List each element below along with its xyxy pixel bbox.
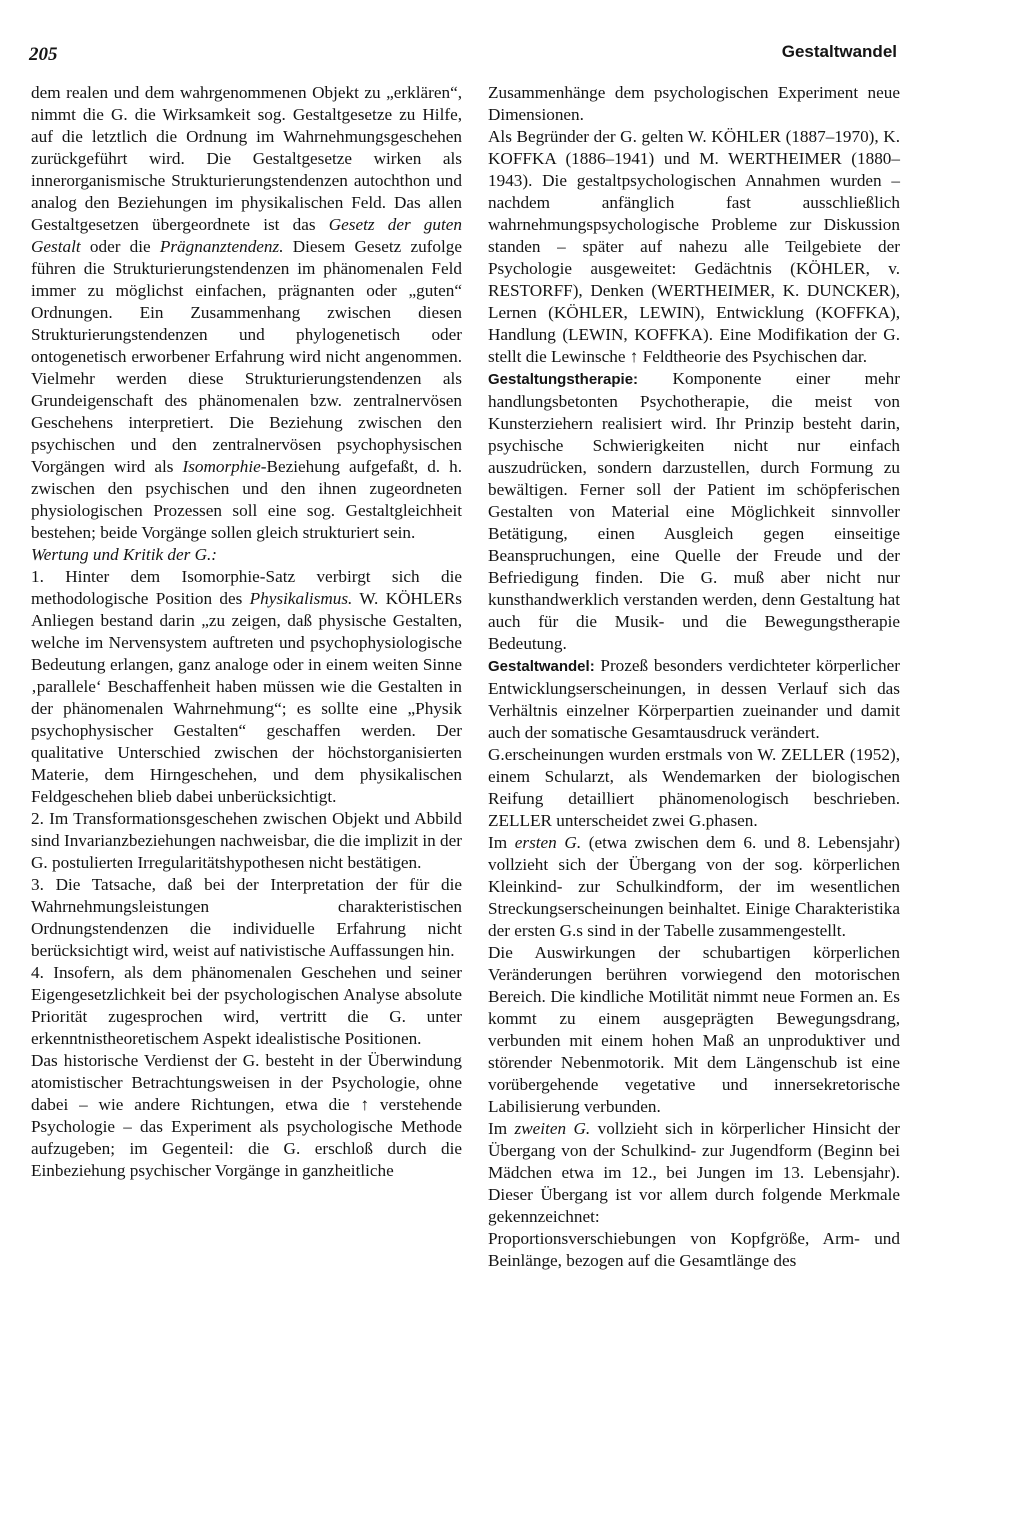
critique-item-4: 4. Insofern, als dem phänomenalen Geschehen und seiner Eigengesetzlichkeit bei der psychologischen Analyse absolute Priorität zugesprochen wird, vertritt die G. unter erkenntnistheoretischem Aspekt idealistische Positionen.	[31, 963, 462, 1048]
entry-gestaltungstherapie: Gestaltungstherapie: Komponente einer mehr handlungsbetonten Psychotherapie, die meist von Kunsterziehern realisiert wird. Ihr Prinzip besteht darin, psychische Schwierigkeiten nicht nur einfach auszudrücken, sondern darzustellen, durch Formung zu bewältigen. Ferner soll der Patient im schöpferischen Gestalten von Material eine Möglichkeit sinnvoller Betätigung, einen Ausgleich gegen einseitige Beanspruchungen, eine Quelle der Freude und der Befriedigung finden. Die G. muß aber nicht nur kunsthandwerklich verstanden werden, denn Gestaltung hat auch für die Musik- und die Bewegungstherapie Bedeutung.	[488, 369, 900, 653]
critique-item-1: 1. Hinter dem Isomorphie-Satz verbirgt sich die methodologische Position des Physikalismus. W. KÖHLERs Anliegen bestand darin „zu zeigen, daß physische Gestalten, welche im Nervensystem auftreten und psychophysiologische Bedeutung erlangen, ganz analoge oder in einem weiten Sinne ‚parallele‘ Beschaffenheit haben müssen wie die Gestalten in der phänomenalen Wahrnehmung“; es sollte eine „Physik psychophysischer Gestalten“ geschaffen werden. Der qualitative Unterschied zwischen der höchstorganisierten Materie, dem Hirngeschehen, und dem physikalischen Feldgeschehen blieb dabei unberücksichtigt.	[31, 567, 462, 806]
paragraph-founders: Als Begründer der G. gelten W. KÖHLER (1887–1970), K. KOFFKA (1886–1941) und M. WERTHEIMER (1880–1943). Die gestaltpsychologischen Annahmen wurden – nachdem anfänglich fast ausschließlich wahrnehmungspsychologische Probleme zur Diskussion standen – später auf nahezu alle Teilgebiete der Psychologie ausgeweitet: Gedächtnis (KÖHLER, v. RESTORFF), Denken (WERTHEIMER, K. DUNCKER), Lernen (KÖHLER, LEWIN), Entwicklung (KOFFKA), Handlung (LEWIN, KOFFKA). Eine Modifikation der G. stellt die Lewinsche ↑ Feldtheorie des Psychischen dar.	[488, 127, 900, 366]
entry-term: Gestaltwandel:	[488, 658, 595, 675]
right-column	[488, 82, 900, 1272]
paragraph-motor-effects: Die Auswirkungen der schubartigen körperlichen Veränderungen berühren vorwiegend den motorischen Bereich. Die kindliche Motilität nimmt neue Formen an. Es kommt zu einem ausgeprägten Bewegungsdrang, verbunden mit einem hohen Maß an unproduktiver und störender Nebenmotorik. Mit dem Längenschub ist eine vorübergehende vegetative und innersekretorische Labilisierung verbunden.	[488, 943, 900, 1116]
entry-gestaltwandel: Gestaltwandel: Prozeß besonders verdichteter körperlicher Entwicklungserscheinungen, in dessen Verlauf sich das Verhältnis einzelner Körperpartien zueinander und damit auch der somatische Gesamtausdruck verändert.	[488, 656, 900, 742]
paragraph-gestaltgesetze: dem realen und dem wahrgenommenen Objekt zu „erklären“, nimmt die G. die Wirksamkeit sog. Gestaltgesetze zu Hilfe, auf die letztlich die Ordnung im Wahrnehmungsgeschehen zurückgeführt wird. Die Gestaltgesetze wirken als innerorganismische Strukturierungstendenzen autochthon und analog den Beziehungen im physikalischen Feld. Das allen Gestaltgesetzen übergeordnete ist das Gesetz der guten Gestalt oder die Prägnanztendenz. Diesem Gesetz zufolge führen die Strukturierungstendenzen im phänomenalen Feld immer zu möglichst einfachen, prägnanten oder „guten“ Ordnungen. Ein Zusammenhang zwischen diesen Strukturierungstendenzen und phylogenetisch oder ontogenetisch erworbener Erfahrung wird nicht angenommen. Vielmehr werden diese Strukturierungstendenzen als Grundeigenschaft des phänomenalen bzw. zentralnervösen Geschehens interpretiert. Die Beziehung zwischen den psychischen und den zentralnervösen psychophysischen Vorgängen wird als Isomorphie-Beziehung aufgefaßt, d. h. zwischen den psychischen und den ihnen zugeordneten physiologischen Prozessen soll eine sog. Gestaltgleichheit bestehen; beide Vorgänge sollen gleich strukturiert sein.	[31, 83, 462, 542]
paragraph-dimensions: Zusammenhänge dem psychologischen Experiment neue Dimensionen.	[488, 83, 900, 124]
critique-heading: Wertung und Kritik der G.:	[31, 545, 218, 564]
paragraph-historical-merit: Das historische Verdienst der G. besteht in der Überwindung atomistischer Betrachtungsweisen in der Psychologie, ohne dabei – wie andere Richtungen, etwa die ↑ verstehende Psychologie – das Experiment als psychologische Methode aufzugeben; im Gegenteil: die G. erschloß durch die Einbeziehung psychischer Vorgänge in ganzheitliche	[31, 1051, 462, 1180]
paragraph-zeller: G.erscheinungen wurden erstmals von W. ZELLER (1952), einem Schularzt, als Wendemarken der biologischen Reifung detailliert phänomenologisch beschrieben. ZELLER unterscheidet zwei G.phasen.	[488, 745, 900, 830]
entry-term: Gestaltungstherapie:	[488, 371, 639, 388]
paragraph-second-phase: Im zweiten G. vollzieht sich in körperlicher Hinsicht der Übergang von der Schulkind- zur Jugendform (Beginn bei Mädchen etwa im 12., bei Jungen im 13. Lebensjahr). Dieser Übergang ist vor allem durch folgende Merkmale gekennzeichnet:	[488, 1119, 901, 1226]
page-number: 205	[29, 44, 58, 65]
running-head: Gestaltwandel	[781, 42, 897, 61]
paragraph-first-phase: Im ersten G. (etwa zwischen dem 6. und 8. Lebensjahr) vollzieht sich der Übergang von der sog. körperlichen Kleinkind- zur Schulkindform, der im wesentlichen Streckungserscheinungen beinhaltet. Einige Charakteristika der ersten G.s sind in der Tabelle zusammengestellt.	[488, 833, 901, 940]
critique-item-3: 3. Die Tatsache, daß bei der Interpretation der für die Wahrnehmungsleistungen charakteristischen Ordnungstendenzen die individuelle Erfahrung nicht berücksichtigt wird, weist auf nativistische Auffassungen hin.	[31, 875, 462, 960]
left-column	[31, 82, 462, 1182]
paragraph-proportions: Proportionsverschiebungen von Kopfgröße, Arm- und Beinlänge, bezogen auf die Gesamtlänge des	[488, 1229, 900, 1270]
critique-item-2: 2. Im Transformationsgeschehen zwischen Objekt und Abbild sind Invarianzbeziehungen nachweisbar, die die implizit in der G. postulierten Irregularitätshypothesen nicht bestätigen.	[31, 809, 462, 872]
